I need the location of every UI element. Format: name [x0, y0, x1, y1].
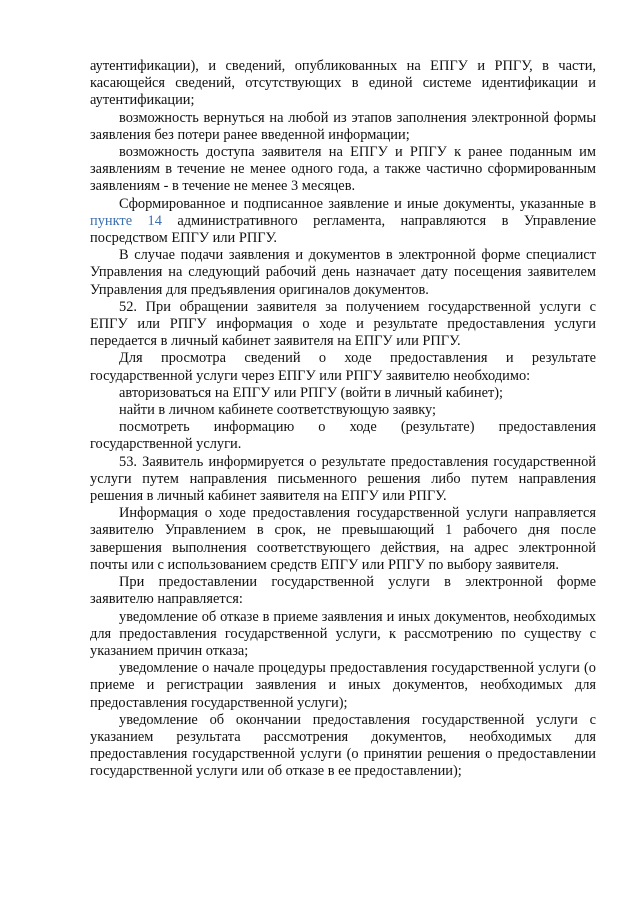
paragraph-16: уведомление об окончании предоставления государственной услуги с указанием результата рассмотрения документов, необходимых для предоставления государственной услуги (о принятии решения о предоставлении государственной услуги или об отказе в ее предоставлении); — [90, 711, 596, 780]
paragraph-5: В случае подачи заявления и документов в электронной форме специалист Управления на следующий рабочий день назначает дату посещения заявителем Управления для предъявления оригиналов документов. — [90, 247, 596, 298]
paragraph-6: 52. При обращении заявителя за получением государственной услуги с ЕПГУ или РПГУ информация о ходе и результате предоставления услуги передается в личный кабинет заявителя на ЕПГУ или РПГУ. — [90, 298, 596, 350]
document-page — [90, 58, 596, 781]
paragraph-4-text-before: Сформированное и подписанное заявление и иные документы, указанные в — [119, 195, 596, 212]
paragraph-12: Информация о ходе предоставления государственной услуги направляется заявителю Управлением в срок, не превышающий 1 рабочего дня после завершения выполнения соответствующего действия, на адрес электронной почты или с использованием средств ЕПГУ или РПГУ по выбору заявителя. — [90, 505, 596, 573]
paragraph-7: Для просмотра сведений о ходе предоставления и результате государственной услуги через ЕПГУ или РПГУ заявителю необходимо: — [90, 350, 596, 384]
clause-14-link[interactable]: пункте 14 — [90, 212, 162, 229]
paragraph-2: возможность вернуться на любой из этапов заполнения электронной формы заявления без потери ранее введенной информации; — [90, 109, 596, 143]
paragraph-9: найти в личном кабинете соответствующую заявку; — [119, 402, 437, 419]
paragraph-4-text-after: административного регламента, направляются в Управление посредством ЕПГУ или РПГУ. — [90, 212, 596, 247]
paragraph-3: возможность доступа заявителя на ЕПГУ и РПГУ к ранее поданным им заявлениям в течение не менее одного года, а также частично сформированным заявлениям - в течение не менее 3 месяцев. — [90, 144, 596, 195]
paragraph-11: 53. Заявитель информируется о результате предоставления государственной услуги путем направления письменного решения либо путем направления решения в личный кабинет заявителя на ЕПГУ или РПГУ. — [90, 453, 596, 505]
paragraph-4 — [90, 196, 596, 248]
paragraph-10: посмотреть информацию о ходе (результате) предоставления государственной услуги. — [90, 419, 596, 453]
paragraph-15: уведомление о начале процедуры предоставления государственной услуги (о приеме и регистрации заявления и иных документов, необходимых для предоставления государственной услуги); — [90, 660, 596, 711]
paragraph-13: При предоставлении государственной услуги в электронной форме заявителю направляется: — [90, 574, 596, 608]
paragraph-1: аутентификации), и сведений, опубликованных на ЕПГУ и РПГУ, в части, касающейся сведений, отсутствующих в единой системе идентификации и аутентификации; — [90, 58, 596, 109]
paragraph-8: авторизоваться на ЕПГУ или РПГУ (войти в личный кабинет); — [119, 384, 504, 401]
paragraph-14: уведомление об отказе в приеме заявления и иных документов, необходимых для предоставления государственной услуги, к рассмотрению по существу с указанием причин отказа; — [90, 608, 596, 659]
